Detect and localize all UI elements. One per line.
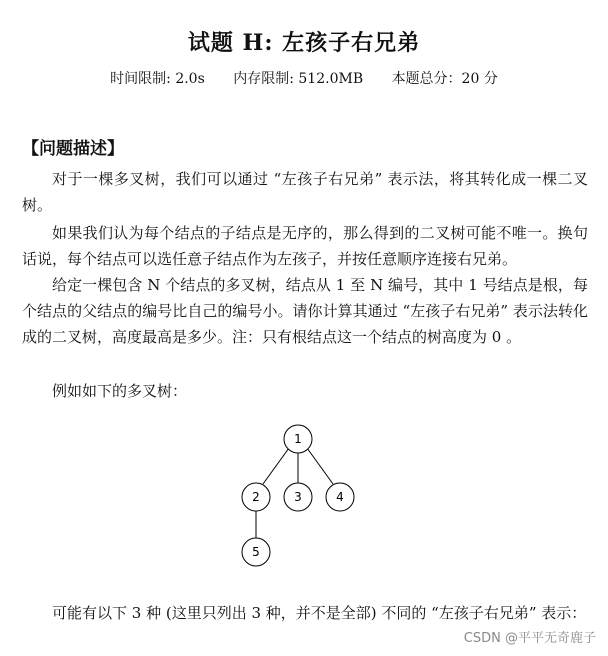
node-5-label: 5 bbox=[252, 545, 260, 559]
csdn-watermark: CSDN @平平无奇鹿子 bbox=[463, 631, 596, 646]
edge-1-4 bbox=[307, 448, 333, 484]
paragraph-unordered: 如果我们认为每个结点的子结点是无序的，那么得到的二叉树可能不唯一。换句话说，每个结点可以选任意子结点作为左孩子，并按任意顺序连接右兄弟。 bbox=[22, 224, 588, 268]
node-3-label: 3 bbox=[294, 490, 302, 504]
node-4 bbox=[326, 483, 354, 511]
time-limit: 时间限制: 2.0s bbox=[110, 71, 205, 87]
paragraph-example: 例如如下的多叉树： bbox=[52, 382, 188, 400]
node-2 bbox=[242, 483, 270, 511]
node-3 bbox=[284, 483, 312, 511]
problem-title: 试题 H: 左孩子右兄弟 bbox=[187, 30, 421, 56]
paragraph-representations: 可能有以下 3 种 (这里只列出 3 种，并不是全部) 不同的 “左孩子右兄弟” 表示： bbox=[52, 604, 587, 622]
node-1 bbox=[284, 425, 312, 453]
total-score: 本题总分：20 分 bbox=[391, 71, 498, 87]
node-5 bbox=[242, 538, 270, 566]
memory-limit: 内存限制: 512.0MB bbox=[233, 71, 364, 87]
paragraph-task: 给定一棵包含 N 个结点的多叉树，结点从 1 至 N 编号，其中 1 号结点是根，每个结点的父结点的编号比自己的编号小。请你计算其通过 “左孩子右兄弟” 表示法转化成的二叉树，高度最高是多少。注：只有根结点这一个结点的树高度为 0 。 bbox=[22, 276, 588, 346]
node-1-label: 1 bbox=[294, 432, 302, 446]
limits-bar bbox=[0, 68, 608, 88]
section-title: 【问题描述】 bbox=[22, 139, 124, 159]
node-2-label: 2 bbox=[252, 490, 260, 504]
node-4-label: 4 bbox=[336, 490, 344, 504]
tree-diagram bbox=[230, 418, 380, 578]
edge-1-2 bbox=[263, 448, 289, 484]
paragraph-intro: 对于一棵多叉树，我们可以通过 “左孩子右兄弟” 表示法，将其转化成一棵二叉树。 bbox=[22, 170, 588, 214]
